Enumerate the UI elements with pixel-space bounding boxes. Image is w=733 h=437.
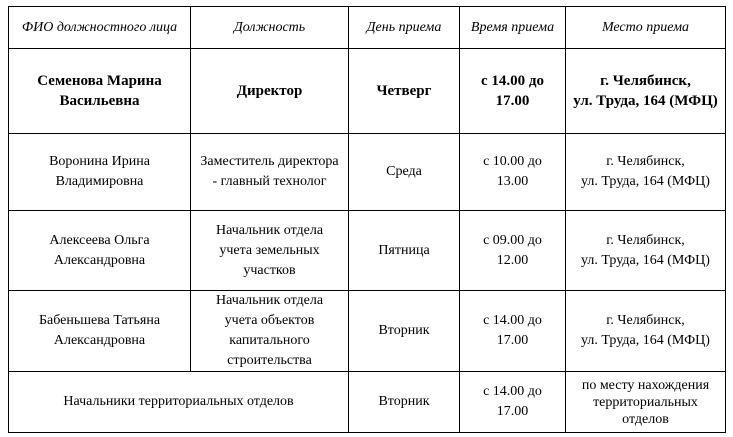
cell-fio-merged: Начальники территориальных отделов (9, 372, 349, 433)
header-fio: ФИО должностного лица (9, 7, 191, 49)
cell-day: Вторник (349, 372, 460, 433)
place-street: ул. Труда, 164 (МФЦ) (581, 174, 710, 189)
cell-position: Заместитель директора - главный технолог (191, 134, 349, 211)
place-city: г. Челябинск, (606, 154, 685, 169)
cell-time: с 14.00 до 17.00 (460, 291, 566, 372)
cell-time: с 14.00 до 17.00 (460, 372, 566, 433)
cell-fio: Алексеева Ольга Александровна (9, 211, 191, 291)
table-row (9, 291, 726, 372)
cell-day: Пятница (349, 211, 460, 291)
cell-day: Среда (349, 134, 460, 211)
cell-place (566, 211, 726, 291)
cell-fio: Семенова Марина Васильевна (9, 49, 191, 134)
cell-day: Четверг (349, 49, 460, 134)
header-time: Время приема (460, 7, 566, 49)
cell-place (566, 134, 726, 211)
cell-time: с 09.00 до 12.00 (460, 211, 566, 291)
header-position: Должность (191, 7, 349, 49)
reception-schedule-table (8, 6, 726, 433)
table-row (9, 211, 726, 291)
cell-place (566, 291, 726, 372)
header-day: День приема (349, 7, 460, 49)
table-row (9, 49, 726, 134)
cell-day: Вторник (349, 291, 460, 372)
place-street: ул. Труда, 164 (МФЦ) (573, 93, 718, 109)
cell-position: Директор (191, 49, 349, 134)
table-header-row (9, 7, 726, 49)
table-row (9, 134, 726, 211)
place-city: г. Челябинск, (600, 73, 691, 89)
cell-time: с 10.00 до 13.00 (460, 134, 566, 211)
place-street: ул. Труда, 164 (МФЦ) (581, 252, 710, 268)
cell-place: по месту нахождения территориальных отделов (566, 372, 726, 433)
place-street: ул. Труда, 164 (МФЦ) (581, 333, 710, 348)
place-city: г. Челябинск, (606, 232, 685, 248)
cell-fio: Бабеньшева Татьяна Александровна (9, 291, 191, 372)
header-place: Место приема (566, 7, 726, 49)
cell-position: Начальник отдела учета объектов капитального строительства (191, 291, 349, 372)
table-row (9, 372, 726, 433)
cell-position: Начальник отдела учета земельных участков (191, 211, 349, 291)
place-city: г. Челябинск, (606, 313, 685, 328)
cell-place (566, 49, 726, 134)
cell-fio: Воронина Ирина Владимировна (9, 134, 191, 211)
cell-time: с 14.00 до 17.00 (460, 49, 566, 134)
